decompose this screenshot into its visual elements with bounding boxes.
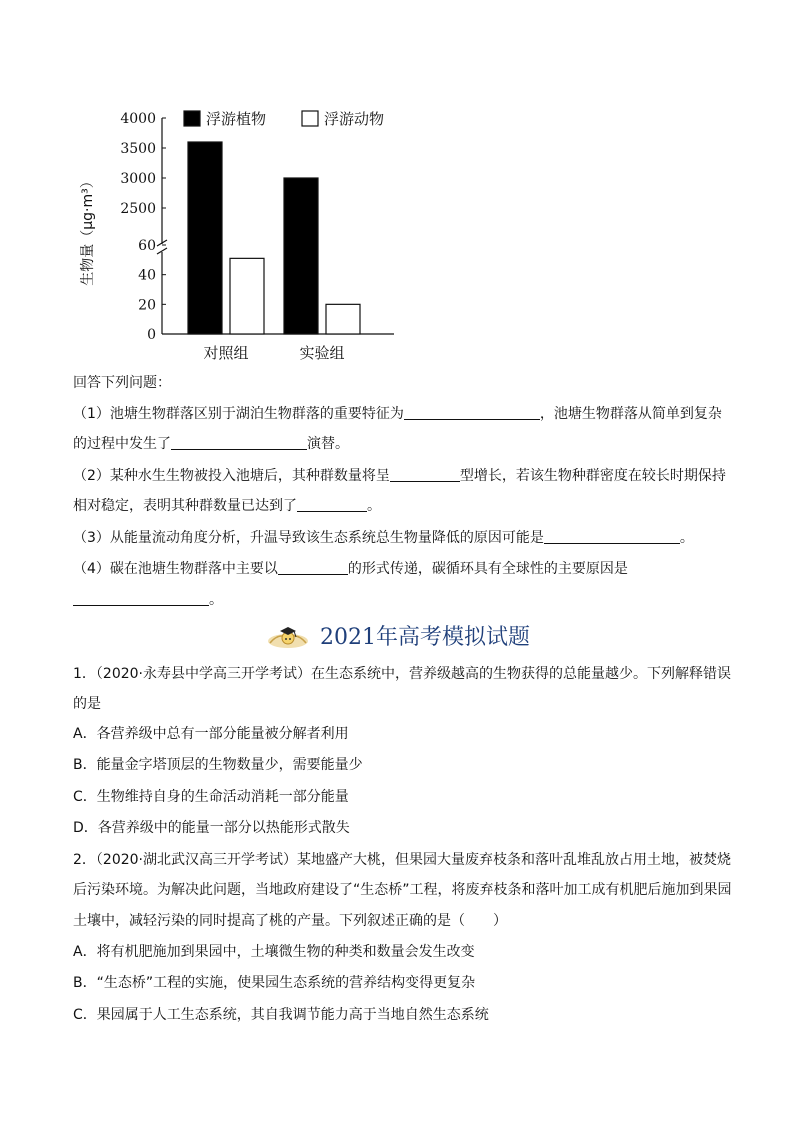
biomass-bar-chart [70, 100, 410, 370]
practice-2-option-a[interactable]: A．将有机肥施加到果园中，土壤微生物的种类和数量会发生改变 [73, 944, 475, 960]
legend-swatch [302, 111, 318, 126]
answer-blank-3[interactable] [390, 467, 460, 482]
legend-label: 浮游动物 [324, 110, 385, 128]
y-low-tick-label: 0 [147, 327, 156, 343]
legend-label: 浮游植物 [206, 110, 267, 128]
y-low-tick-label: 20 [138, 297, 156, 314]
question-2-line-2: 相对稳定，表明其种群数量已达到了 。 [73, 498, 381, 514]
answer-blank-1[interactable] [404, 405, 540, 420]
practice-1-option-d[interactable]: D．各营养级中的能量一部分以热能形式散失 [73, 820, 350, 836]
chart-legend [184, 110, 384, 128]
question-4-line-1: （4）碳在池塘生物群落中主要以 的形式传递，碳循环具有全球性的主要原因是 [73, 561, 628, 577]
chart-bars [188, 142, 360, 334]
chart-categories [203, 344, 344, 362]
practice-1-option-c[interactable]: C．生物维持自身的生命活动消耗一部分能量 [73, 789, 349, 805]
bar-2-2 [326, 304, 360, 334]
question-1-line-1: （1）池塘生物群落区别于湖泊生物群落的重要特征为 ，池塘生物群落从简单到复杂 [73, 406, 722, 422]
y-high-tick-label: 4000 [120, 111, 156, 127]
question-2-line-1: （2）某种水生生物被投入池塘后，其种群数量将呈 型增长，若该生物种群密度在较长时期保持 [73, 468, 726, 484]
y-low-tick-label: 40 [138, 267, 156, 284]
y-high-tick-label: 2500 [120, 201, 156, 217]
answer-blank-7[interactable] [73, 591, 209, 606]
question-3: （3）从能量流动角度分析，升温导致该生态系统总生物量降低的原因可能是 。 [73, 530, 694, 546]
y-low-tick-label: 60 [138, 238, 156, 254]
practice-1-line-1: 1．（2020·永寿县中学高三开学考试）在生态系统中，营养级越高的生物获得的总能量越少。下列解释错误 [73, 666, 731, 682]
legend-swatch [184, 111, 200, 126]
y-high-tick-label: 3500 [120, 141, 156, 157]
bar-1-1 [188, 142, 222, 334]
answer-blank-2[interactable] [171, 435, 307, 450]
practice-2-line-1: 2．（2020·湖北武汉高三开学考试）某地盛产大桃，但果园大量废弃枝条和落叶乱堆乱放占用土地，被焚烧 [73, 852, 731, 868]
y-axis-label: 生物量（μg·m³） [80, 174, 96, 286]
practice-2-option-c[interactable]: C．果园属于人工生态系统，其自我调节能力高于当地自然生态系统 [73, 1007, 489, 1023]
answer-prompt: 回答下列问题： [73, 375, 171, 391]
question-1-line-2: 的过程中发生了 演替。 [73, 436, 349, 452]
graduation-cap-icon [264, 621, 312, 651]
y-high-tick-label: 3000 [120, 171, 156, 187]
practice-2-line-2: 后污染环境。为解决此问题，当地政府建设了“生态桥”工程，将废弃枝条和落叶加工成有机肥后施加到果园 [73, 882, 732, 898]
category-label: 实验组 [299, 344, 345, 362]
practice-2-option-b[interactable]: B．“生态桥”工程的实施，使果园生态系统的营养结构变得更复杂 [73, 975, 476, 991]
practice-1-line-2: 的是 [73, 696, 101, 712]
question-4-line-2: 。 [73, 590, 223, 610]
practice-2-line-3: 土壤中，减轻污染的同时提高了桃的产量。下列叙述正确的是（ ） [73, 913, 507, 929]
practice-1-option-a[interactable]: A．各营养级中总有一部分能量被分解者利用 [73, 726, 349, 742]
answer-blank-6[interactable] [278, 560, 348, 575]
section-title-wrap [0, 620, 794, 655]
practice-1-option-b[interactable]: B．能量金字塔顶层的生物数量少，需要能量少 [73, 757, 363, 773]
category-label: 对照组 [203, 344, 249, 362]
chart-ticks [120, 111, 166, 343]
answer-blank-4[interactable] [297, 497, 367, 512]
section-title: 2021年高考模拟试题 [264, 620, 530, 651]
answer-blank-5[interactable] [544, 529, 680, 544]
bar-2-1 [284, 178, 318, 334]
bar-1-2 [230, 258, 264, 334]
